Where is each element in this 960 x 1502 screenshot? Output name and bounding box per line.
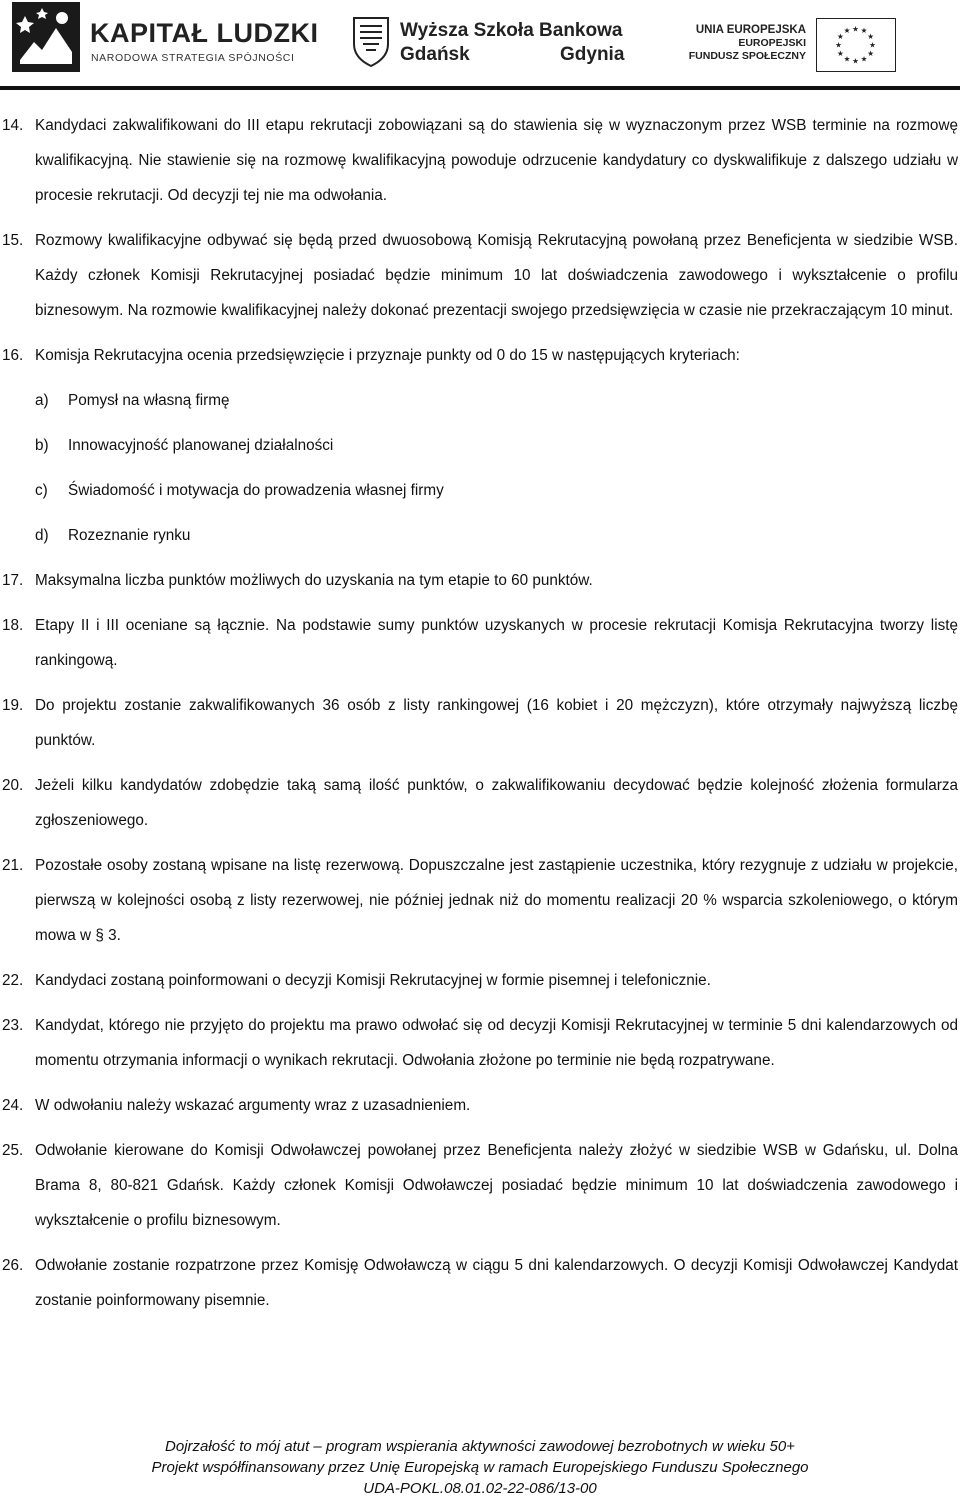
- svg-text:★: ★: [867, 31, 875, 41]
- list-item: [0, 848, 960, 953]
- eu-flag-icon: [816, 18, 896, 72]
- item-number: 14.: [2, 117, 24, 134]
- criteria-item: [0, 473, 960, 508]
- criteria-text: Rozeznanie rynku: [68, 527, 191, 544]
- svg-text:★: ★: [835, 40, 842, 50]
- list-item: [0, 1133, 960, 1238]
- criteria-text: Świadomość i motywacja do prowadzenia własnej firmy: [68, 482, 444, 499]
- wsb-name: Wyższa Szkoła Bankowa: [400, 20, 623, 41]
- wsb-emblem-icon: [350, 14, 392, 72]
- footer-project-code: UDA-POKL.08.01.02-22-086/13-00: [363, 1480, 597, 1497]
- item-number: 22.: [2, 972, 24, 989]
- svg-text:★: ★: [869, 40, 876, 50]
- item-number: 15.: [2, 232, 24, 249]
- criteria-text: Innowacyjność planowanej działalności: [68, 437, 334, 454]
- item-text: Etapy II i III oceniane są łącznie. Na podstawie sumy punktów uzyskanych w procesie rekrutacji Komisja Rekrutacyjna tworzy listę rankingową.: [35, 617, 958, 669]
- criteria-letter: c): [35, 482, 48, 499]
- list-item: [0, 1008, 960, 1078]
- svg-text:★: ★: [836, 48, 844, 58]
- svg-text:★: ★: [843, 54, 851, 64]
- svg-text:★: ★: [836, 31, 844, 41]
- item-text: Odwołanie kierowane do Komisji Odwoławczej powołanej przez Beneficjenta należy złożyć w siedzibie WSB w Gdańsku, ul. Dolna Brama 8, 80-821 Gdańsk. Każdy członek Komisji Odwoławczej posiadać będzie minimum 10 lat doświadczenia zawodowego i wykształcenie o profilu biznesowym.: [35, 1142, 958, 1229]
- item-number: 17.: [2, 572, 24, 589]
- footer-funding-line: Projekt współfinansowany przez Unię Europejską w ramach Europejskiego Funduszu Społecznego: [151, 1459, 809, 1476]
- item-text: Jeżeli kilku kandydatów zdobędzie taką samą ilość punktów, o zakwalifikowaniu decydować będzie kolejność złożenia formularza zgłoszeniowego.: [35, 777, 958, 829]
- item-text: Kandydaci zostaną poinformowani o decyzji Komisji Rekrutacyjnej w formie pisemnej i telefonicznie.: [35, 972, 711, 989]
- list-item: [0, 1248, 960, 1318]
- item-number: 25.: [2, 1142, 24, 1159]
- svg-text:★: ★: [860, 54, 868, 64]
- svg-text:★: ★: [852, 56, 859, 66]
- list-item: [0, 688, 960, 758]
- item-number: 26.: [2, 1257, 24, 1274]
- list-item: [0, 963, 960, 998]
- criteria-item: [0, 428, 960, 463]
- criteria-text: Pomysł na własną firmę: [68, 392, 230, 409]
- item-number: 18.: [2, 617, 24, 634]
- item-number: 24.: [2, 1097, 24, 1114]
- list-item: [0, 768, 960, 838]
- list-item: [0, 563, 960, 598]
- svg-text:★: ★: [843, 26, 851, 36]
- item-text: Odwołanie zostanie rozpatrzone przez Komisję Odwoławczą w ciągu 5 dni kalendarzowych. O decyzji Komisji Odwoławczej Kandydat zostanie poinformowany pisemnie.: [35, 1257, 958, 1309]
- item-text: Komisja Rekrutacyjna ocenia przedsięwzięcie i przyznaje punkty od 0 do 15 w następujących kryteriach:: [35, 347, 740, 364]
- criteria-item: [0, 383, 960, 418]
- page-header: [0, 0, 960, 78]
- header-divider: [0, 86, 960, 90]
- eu-text-block: [689, 24, 806, 63]
- kapital-ludzki-subtitle: NARODOWA STRATEGIA SPÓJNOŚCI: [91, 52, 295, 64]
- svg-text:★: ★: [860, 26, 868, 36]
- kapital-ludzki-emblem-icon: [12, 2, 80, 72]
- list-item: [0, 1088, 960, 1123]
- list-item: [0, 608, 960, 678]
- item-text: Rozmowy kwalifikacyjne odbywać się będą przed dwuosobową Komisją Rekrutacyjną powołaną przez Beneficjenta w siedzibie WSB. Każdy członek Komisji Rekrutacyjnej posiadać będzie minimum 10 lat doświadczenia zawodowego i wykształcenie o profilu biznesowym. Na rozmowie kwalifikacyjnej należy dokonać prezentacji swojego przedsięwzięcia w czasie nie przekraczającym 10 minut.: [35, 232, 958, 319]
- kapital-ludzki-logo: [12, 2, 332, 74]
- list-item: [0, 108, 960, 213]
- eu-efs-logo: [686, 18, 916, 74]
- item-text: W odwołaniu należy wskazać argumenty wraz z uzasadnieniem.: [35, 1097, 471, 1114]
- wsb-city-gdynia: Gdynia: [560, 44, 625, 65]
- list-item: [0, 223, 960, 328]
- item-number: 16.: [2, 347, 24, 364]
- wsb-city-gdansk: Gdańsk: [400, 44, 470, 65]
- item-number: 20.: [2, 777, 24, 794]
- document-body: [0, 108, 960, 1318]
- eu-line-2: EUROPEJSKI: [738, 37, 806, 49]
- criteria-letter: a): [35, 392, 49, 409]
- criteria-item: [0, 518, 960, 553]
- list-item: [0, 338, 960, 373]
- page-footer: [0, 1436, 960, 1499]
- item-number: 23.: [2, 1017, 24, 1034]
- item-number: 19.: [2, 697, 24, 714]
- item-text: Kandydaci zakwalifikowani do III etapu rekrutacji zobowiązani są do stawienia się w wyznaczonym przez WSB terminie na rozmowę kwalifikacyjną. Nie stawienie się na rozmowę kwalifikacyjną powoduje odrzucenie kandydatury co dyskwalifikuje z dalszego udziału w procesie rekrutacji. Od decyzji tej nie ma odwołania.: [35, 117, 958, 204]
- item-text: Do projektu zostanie zakwalifikowanych 36 osób z listy rankingowej (16 kobiet i 20 mężczyzn), które otrzymały najwyższą liczbę punktów.: [35, 697, 958, 749]
- svg-text:★: ★: [867, 48, 875, 58]
- wsb-logo: [350, 14, 650, 74]
- footer-program-line: Dojrzałość to mój atut – program wspierania aktywności zawodowej bezrobotnych w wieku 50+: [165, 1438, 795, 1455]
- kapital-ludzki-title: KAPITAŁ LUDZKI: [90, 18, 319, 48]
- svg-text:★: ★: [852, 24, 859, 34]
- item-text: Pozostałe osoby zostaną wpisane na listę rezerwową. Dopuszczalne jest zastąpienie uczestnika, który rezygnuje z udziału w projekcie, pierwszą w kolejności osobą z listy rezerwowej, nie później jednak niż do momentu realizacji 20 % wsparcia szkoleniowego, o którym mowa w § 3.: [35, 857, 958, 944]
- criteria-letter: d): [35, 527, 49, 544]
- criteria-letter: b): [35, 437, 49, 454]
- item-text: Maksymalna liczba punktów możliwych do uzyskania na tym etapie to 60 punktów.: [35, 572, 593, 589]
- eu-line-1: UNIA EUROPEJSKA: [695, 24, 806, 36]
- eu-line-3: FUNDUSZ SPOŁECZNY: [688, 50, 806, 62]
- item-text: Kandydat, którego nie przyjęto do projektu ma prawo odwołać się od decyzji Komisji Rekrutacyjnej w terminie 5 dni kalendarzowych od momentu otrzymania informacji o wynikach rekrutacji. Odwołania złożone po terminie nie będą rozpatrywane.: [35, 1017, 958, 1069]
- item-number: 21.: [2, 857, 24, 874]
